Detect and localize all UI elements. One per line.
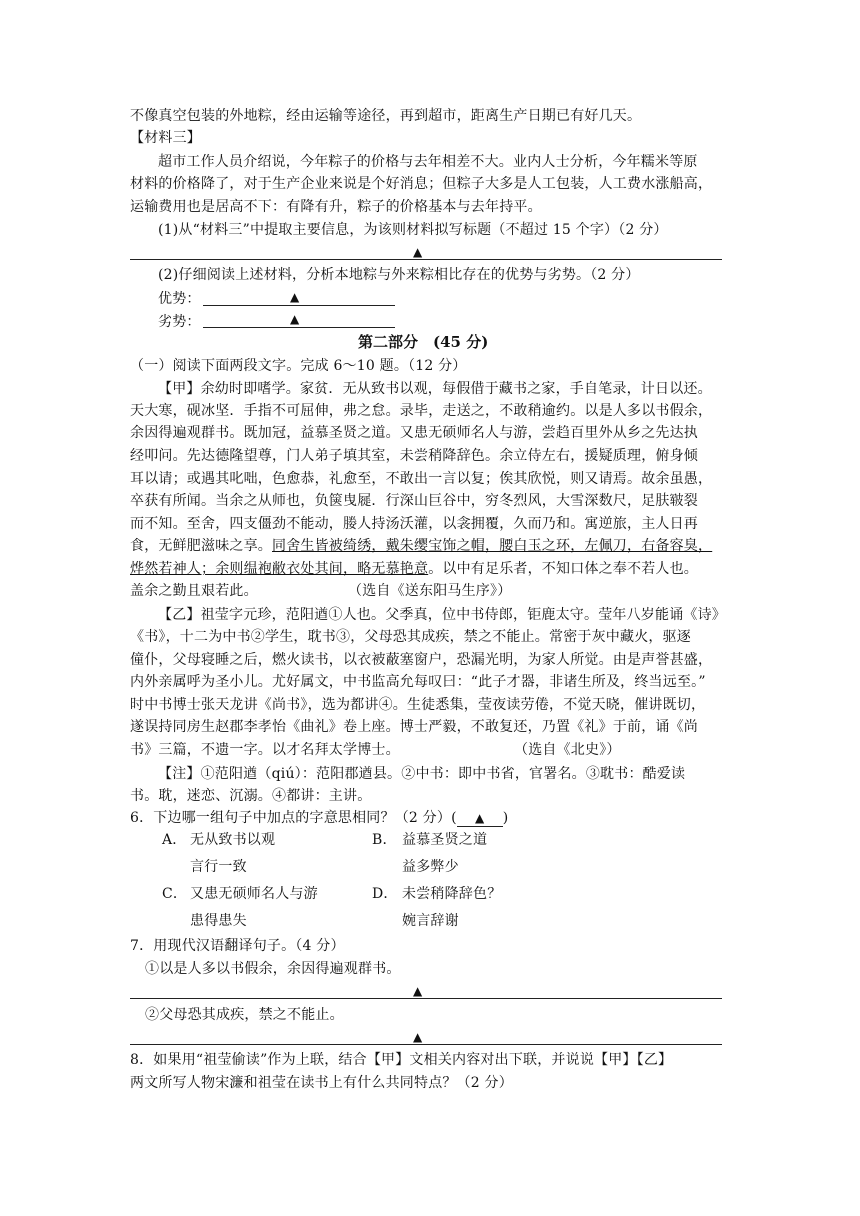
passage-jia-line: 耳以请；或遇其叱咄，色愈恭，礼愈至，不敢出一言以复；俟其欣悦，则又请焉。故余虽愚，	[130, 471, 713, 487]
passage-yi-line: 僮仆，父母寝睡之后，燃火读书，以衣被蔽塞窗户，恐漏光明，为家人所觉。由是声誉甚盛，	[130, 652, 713, 668]
passage-jia-line-end: 。以中有足乐者，不知口体之奉不若人也。	[428, 561, 699, 577]
material3-line: 运输费用也是居高不下：有降有升，粽子的价格基本与去年持平。	[130, 199, 542, 215]
option-b-sentence-2: 益多弊少	[402, 859, 459, 875]
question-6-text: 6．下边哪一组句子中加点的字意思相同？（2 分）	[130, 810, 452, 826]
answer-marker-advantage: ▲	[290, 290, 300, 304]
passage-yi-line: 遂误持同房生赵郡李孝怡《曲礼》卷上座。博士严毅，不敢复还，乃置《礼》于前，诵《尚	[130, 719, 698, 735]
passage-jia-line: 余因得遍观群书。既加冠，益慕圣贤之道。又患无硕师名人与游，尝趋百里外从乡之先达执	[130, 425, 698, 441]
passage-jia-line	[130, 535, 712, 557]
passage-yi-source: （选自《北史》）	[514, 742, 621, 758]
option-b-sentence-1: 益慕圣贤之道	[402, 832, 488, 848]
section1-intro: （一）阅读下面两段文字。完成 6～10 题。（12 分）	[130, 358, 467, 374]
passage-yi-line: 书》三篇，不遗一字。以才名拜太学博士。	[130, 742, 400, 758]
passage-jia-line: 【甲】余幼时即嗜学。家贫．无从致书以观，每假借于藏书之家，手自笔录，计日以还。	[158, 381, 712, 397]
option-letter: C．	[162, 886, 188, 902]
material2-tail: 不像真空包装的外地粽，经由运输等途径，再到超市，距离生产日期已有好几天。	[130, 108, 642, 124]
answer-marker-q7-1: ▲	[413, 984, 423, 998]
option-letter: A．	[162, 832, 187, 848]
answer-marker-q7-2: ▲	[413, 1030, 423, 1044]
passage-jia-last-line: 盖余之勤且艰若此。	[130, 583, 258, 599]
disadvantage-label: 劣势：	[158, 314, 201, 330]
underlined-sentence-part2: 烨然若神人；余则缊袍敝衣处其间，略无慕艳意	[130, 561, 429, 577]
question-8-line: 8．如果用“祖莹偷读”作为上联，结合【甲】文相关内容对出下联，并说说【甲】【乙】	[130, 1052, 673, 1068]
option-letter: B．	[372, 832, 397, 848]
answer-line-q7-1[interactable]	[130, 998, 722, 999]
underlined-sentence-part1: 同舍生皆被绮绣，戴朱缨宝饰之帽，腰白玉之环，左佩刀，右备容臭，	[272, 538, 713, 554]
passage-yi-line: 内外亲属呼为圣小儿。尤好属文，中书监高允每叹曰：“此子才器，非诸生所及，终当远至。”	[130, 674, 706, 690]
passage-jia-line: 而不知。至舍，四支僵劲不能动，媵人持汤沃灌，以衾拥覆，久而乃和。寓逆旅，主人日再	[130, 516, 698, 532]
question-7-stem: 7．用现代汉语翻译句子。（4 分）	[130, 938, 345, 954]
answer-marker-q1: ▲	[413, 245, 423, 259]
option-d-sentence-2: 婉言辞谢	[402, 913, 459, 929]
question-6-stem	[130, 807, 508, 829]
advantage-label: 优势：	[158, 291, 201, 307]
passage-yi-line: 【乙】祖莹字元珍，范阳遒①人也。父季真，位中书侍郎，钜鹿太守。莹年八岁能诵《诗》	[158, 607, 726, 623]
part2-title: 第二部分 (45 分)	[358, 333, 489, 351]
option-c-sentence-1: 又患无硕师名人与游	[190, 886, 318, 902]
material3-line: 材料的价格降了，对于生产企业来说是个好消息；但粽子大多是人工包装，人工费水涨船高，	[130, 176, 713, 192]
question-7-sentence-1: ①以是人多以书假余，余因得遍观群书。	[145, 961, 401, 977]
option-a-sentence-1: 无从致书以观	[190, 832, 276, 848]
option-a-sentence-2: 言行一致	[190, 859, 247, 875]
question-2: (2)仔细阅读上述材料，分析本地粽与外来粽相比存在的优势与劣势。（2 分）	[158, 267, 640, 283]
answer-line-q1[interactable]	[130, 259, 722, 260]
passage-jia-source: （选自《送东阳马生序》）	[348, 583, 512, 599]
notes-line: 【注】①范阳遒（qiú）：范阳郡遒县。②中书：即中书省，官署名。③耽书：酷爱读	[158, 766, 686, 782]
passage-yi-line: 《书》，十二为中书②学生，耽书③，父母恐其成疾，禁之不能止。常密于灰中藏火，驱逐	[130, 629, 691, 645]
answer-bracket-close: )	[502, 810, 509, 826]
disadvantage-answer-line[interactable]	[203, 327, 395, 328]
question-7-sentence-2: ②父母恐其成疾，禁之不能止。	[145, 1007, 344, 1023]
notes-line: 书。耽，迷恋、沉溺。④都讲：主讲。	[130, 788, 372, 804]
passage-jia-line-start: 食，无鲜肥滋味之享。	[130, 538, 272, 554]
answer-bracket-open: (	[451, 810, 457, 826]
material3-line: 超市工作人员介绍说，今年粽子的价格与去年相差不大。业内人士分析，今年糯米等原	[158, 154, 698, 170]
question-8-line: 两文所写人物宋濂和祖莹在读书上有什么共同特点？（2 分）	[130, 1075, 513, 1091]
question-1: (1)从“材料三”中提取主要信息，为该则材料拟写标题（不超过 15 个字）（2 分）	[158, 222, 668, 238]
passage-jia-line: 天大寒，砚冰坚．手指不可屈伸，弗之怠。录毕，走送之，不敢稍逾约。以是人多以书假余，	[130, 403, 713, 419]
answer-line-q7-2[interactable]	[130, 1044, 722, 1045]
passage-jia-line	[130, 558, 698, 580]
advantage-answer-line[interactable]	[203, 305, 395, 306]
passage-yi-line: 时中书博士张天龙讲《尚书》，选为都讲④。生徒悉集，莹夜读劳倦，不觉天晓，催讲既切，	[130, 697, 706, 713]
answer-blank-q6[interactable]: ▲	[457, 810, 503, 827]
answer-marker-disadvantage: ▲	[290, 312, 300, 326]
option-d-sentence-1: 未尝稍降辞色？	[402, 886, 502, 902]
option-c-sentence-2: 患得患失	[190, 913, 247, 929]
passage-jia-line: 经叩问。先达德隆望尊，门人弟子填其室，未尝稍降辞色。余立侍左右，援疑质理，俯身倾	[130, 448, 698, 464]
option-letter: D．	[372, 886, 398, 902]
passage-jia-line: 卒获有所闻。当余之从师也，负箧曳屣．行深山巨谷中，穷冬烈风，大雪深数尺，足肤皲裂	[130, 493, 698, 509]
material3-label: 【材料三】	[130, 130, 201, 146]
